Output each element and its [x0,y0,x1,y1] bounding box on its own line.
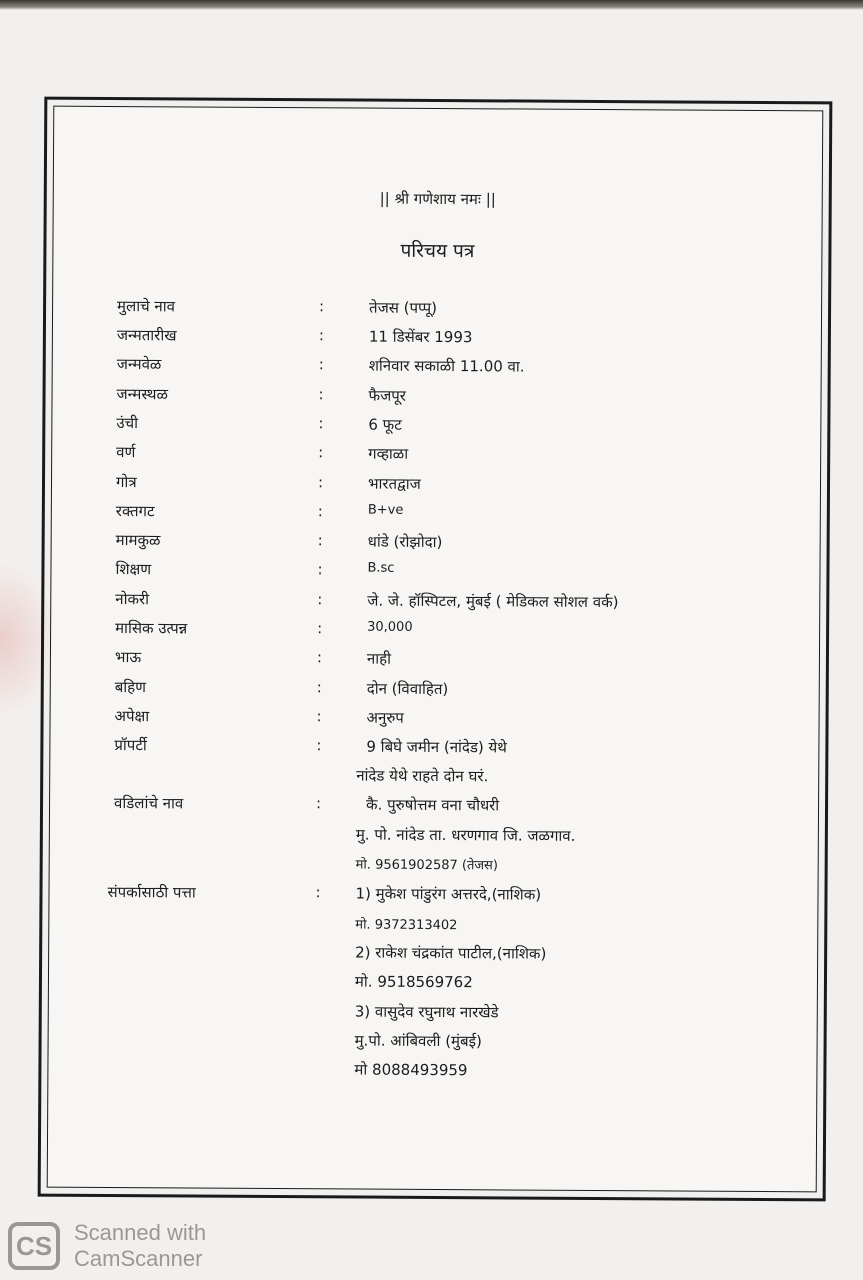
field-colon: : [315,883,321,902]
field-colon: : [318,414,324,433]
watermark-text [74,1220,244,1272]
field-label: जन्मस्थळ [116,385,168,404]
field-label: वर्ण [116,443,136,462]
field-label: रक्तगट [115,502,155,521]
field-value: फैजपूर [368,386,406,405]
field-label: अपेक्षा [114,707,150,726]
contact-line: मो. 9518569762 [354,972,473,992]
field-colon: : [317,619,323,638]
field-value: गव्हाळा [368,444,409,463]
field-value: भारतद्वाज [367,474,421,493]
field-row-sister [51,677,819,708]
field-label: जन्मवेळ [116,355,162,374]
field-row-blood-group [52,501,820,532]
contact-line: मु.पो. आंबिवली (मुंबई) [354,1031,482,1051]
field-label: उंची [116,414,139,433]
father-address: मु. पो. नांदेड ता. धरणगाव जि. जळगाव. [355,825,576,845]
field-value: 11 डिसेंबर 1993 [368,327,473,347]
field-colon: : [317,590,323,609]
field-value: धांडे (रोझोदा) [367,532,443,552]
field-colon: : [319,297,325,316]
field-row-job [51,589,819,620]
field-colon: : [318,326,325,345]
field-colon: : [318,385,324,404]
field-colon: : [317,531,323,550]
field-colon: : [318,355,324,374]
field-row-property [50,735,818,766]
field-row-complexion [52,442,820,473]
field-label: संपर्कासाठी पत्ता [107,883,196,902]
field-row-birthplace [52,384,820,415]
field-label: मामकुळ [115,531,161,550]
field-label: मासिक उत्पन्न [115,619,188,638]
field-label: बहिण [114,678,147,697]
field-row-birthtime [53,354,821,385]
field-value: जे. जे. हॉस्पिटल, मुंबई ( मेडिकल सोशल वर्क) [367,591,619,612]
father-name: कै. पुरुषोत्तम वना चौधरी [365,795,500,815]
field-value: 6 फूट [368,415,402,434]
watermark-line2: CamScanner [74,1246,203,1271]
field-value: अनुरुप [366,708,404,727]
field-row-maternal-family [52,530,820,561]
contact-line: मो 8088493959 [354,1060,468,1080]
field-label: शिक्षण [115,560,152,579]
document-page [47,106,824,1193]
document-frame [38,97,833,1202]
field-label: भाऊ [114,648,142,667]
field-row-contact [49,882,817,913]
field-row-brother [51,647,819,678]
field-row-income [51,618,819,649]
field-value: दोन (विवाहित) [366,679,449,699]
field-label: वडिलांचे नाव [113,794,184,813]
contact-line: 2) राकेश चंद्रकांत पाटील,(नाशिक) [355,943,547,963]
field-label: जन्मतारीख [116,326,177,345]
field-value: तेजस (पप्पू) [369,298,438,318]
field-label: प्रॉपर्टी [114,736,147,755]
page-title: परिचय पत्र [400,239,475,263]
field-row-gotra [52,472,820,503]
field-label: गोत्र [115,473,137,492]
field-value: नाही [366,649,392,668]
field-colon: : [316,648,323,667]
field-colon: : [317,502,323,521]
field-row-birthdate [53,325,821,356]
field-label: मुलाचे नाव [117,297,176,316]
field-colon: : [316,794,322,813]
field-value: B+ve [367,502,404,518]
field-value: 9 बिघे जमीन (नांदेड) येथे [366,737,507,757]
field-row-father [50,793,818,824]
field-row-education [51,559,819,590]
watermark-line1: Scanned with [74,1220,207,1245]
contact-line: 1) मुकेश पांडुरंग अत्तरदे,(नाशिक) [355,884,542,904]
contact-line: मो. 9372313402 [355,917,458,934]
field-colon: : [318,443,324,462]
field-colon: : [316,736,322,755]
camscanner-logo-icon: CS [8,1222,60,1270]
field-value: B.sc [367,560,395,576]
field-colon: : [316,678,322,697]
field-row-height [52,413,820,444]
father-phone: मो. 9561902587 (तेजस) [355,857,498,874]
invocation: || श्री गणेशाय नमः || [379,189,496,209]
field-colon: : [317,560,323,579]
contact-line: 3) वासुदेव रघुनाथ नारखेडे [354,1002,499,1022]
property-line-2: नांदेड येथे राहते दोन घरं. [356,766,489,786]
scan-top-edge [0,0,863,10]
field-value: शनिवार सकाळी 11.00 वा. [368,356,525,376]
field-colon: : [316,707,322,726]
field-value: 30,000 [367,619,413,635]
field-row-expectation [50,706,818,737]
field-label: नोकरी [115,590,150,609]
camscanner-watermark [8,1218,238,1274]
field-colon: : [317,473,324,492]
field-row-name [53,296,821,327]
